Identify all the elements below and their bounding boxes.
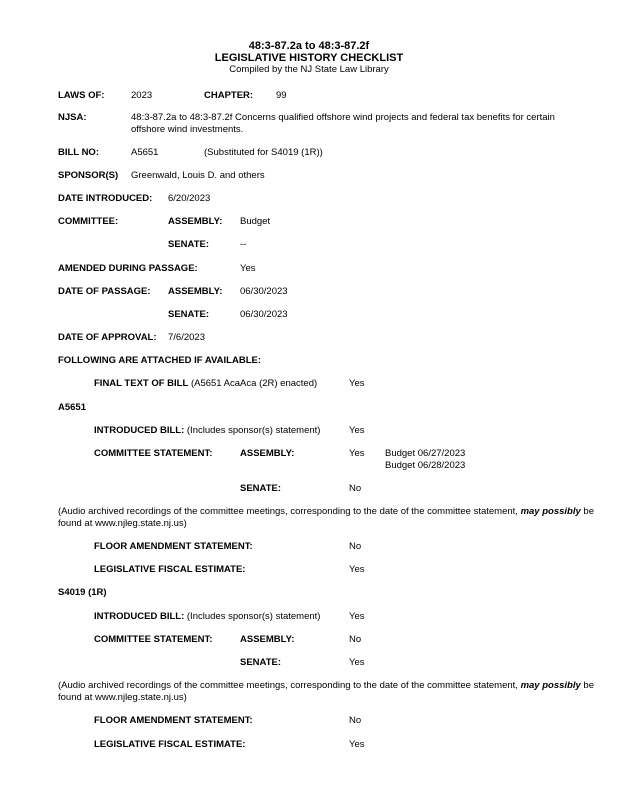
a5651-committee-assembly-label: ASSEMBLY: [240, 448, 295, 459]
s4019-committee-assembly-label: ASSEMBLY: [240, 634, 295, 645]
s4019-floor-value: No [349, 715, 362, 726]
passage-senate-value: 06/30/2023 [240, 309, 288, 320]
laws-of-label: LAWS OF: [58, 90, 105, 101]
committee-senate-value: -- [240, 239, 247, 250]
a5651-introduced-note: (Includes sponsor(s) statement) [186, 425, 321, 436]
a5651-audio-note-text: (Audio archived recordings of the committee meetings, corresponding to the date of the committee statement, [58, 506, 518, 517]
date-of-approval-value: 7/6/2023 [168, 332, 205, 343]
a5651-committee-assembly-value: Yes [349, 448, 365, 459]
amended-label: AMENDED DURING PASSAGE: [58, 263, 198, 274]
sponsors-label: SPONSOR(S) [58, 170, 119, 181]
njsa-value: 48:3-87.2a to 48:3-87.2f Concerns qualified offshore wind projects and federal tax benefits for certain offshore wind investments. [131, 112, 555, 135]
bill-substitution-note: (Substituted for S4019 (1R)) [204, 147, 323, 158]
s4019-introduced-label: INTRODUCED BILL: [94, 611, 185, 622]
a5651-committee-senate-value: No [349, 483, 362, 494]
bill-no-value: A5651 [131, 147, 159, 158]
date-introduced-label: DATE INTRODUCED: [58, 193, 153, 204]
a5651-committee-date-2: Budget 06/28/2023 [385, 460, 466, 471]
a5651-floor-label: FLOOR AMENDMENT STATEMENT: [94, 541, 253, 552]
s4019-committee-senate-label: SENATE: [240, 657, 281, 668]
committee-senate-label: SENATE: [168, 239, 209, 250]
s4019-floor-label: FLOOR AMENDMENT STATEMENT: [94, 715, 253, 726]
document-title: 48:3-87.2a to 48:3-87.2f [248, 40, 370, 52]
s4019-introduced-value: Yes [349, 611, 365, 622]
a5651-floor-value: No [349, 541, 362, 552]
a5651-audio-note-emphasis: may possibly [520, 506, 581, 517]
a5651-fiscal-value: Yes [349, 564, 365, 575]
passage-senate-label: SENATE: [168, 309, 209, 320]
bill-no-label: BILL NO: [58, 147, 99, 158]
date-of-approval-label: DATE OF APPROVAL: [58, 332, 157, 343]
date-introduced-value: 6/20/2023 [168, 193, 211, 204]
a5651-committee-senate-label: SENATE: [240, 483, 281, 494]
s4019-introduced-row [94, 611, 320, 623]
final-text-label: FINAL TEXT OF BILL [94, 378, 189, 389]
chapter-value: 99 [276, 90, 287, 101]
s4019-committee-label: COMMITTEE STATEMENT: [94, 634, 213, 645]
s4019-audio-note-emphasis: may possibly [520, 680, 581, 691]
s4019-introduced-note: (Includes sponsor(s) statement) [186, 611, 321, 622]
committee-assembly-label: ASSEMBLY: [168, 216, 223, 227]
a5651-introduced-row [94, 425, 320, 437]
a5651-fiscal-label: LEGISLATIVE FISCAL ESTIMATE: [94, 564, 246, 575]
a5651-introduced-value: Yes [349, 425, 365, 436]
passage-assembly-label: ASSEMBLY: [168, 286, 223, 297]
committee-assembly-value: Budget [240, 216, 271, 227]
s4019-audio-note-link: be found at www.njleg.state.nj.us) [58, 680, 594, 703]
s4019-audio-note [58, 680, 603, 704]
njsa-label: NJSA: [58, 112, 87, 123]
passage-assembly-value: 06/30/2023 [240, 286, 288, 297]
sponsors-value: Greenwald, Louis D. and others [131, 170, 265, 181]
a5651-committee-date-1: Budget 06/27/2023 [385, 448, 466, 459]
amended-value: Yes [240, 263, 256, 274]
s4019-heading: S4019 (1R) [58, 587, 107, 598]
a5651-audio-note [58, 506, 603, 530]
committee-label: COMMITTEE: [58, 216, 119, 227]
a5651-introduced-label: INTRODUCED BILL: [94, 425, 185, 436]
a5651-heading: A5651 [58, 402, 86, 413]
final-text-note: (A5651 AcaAca (2R) enacted) [190, 378, 318, 389]
final-text-value: Yes [349, 378, 365, 389]
laws-of-value: 2023 [131, 90, 153, 101]
attached-heading: FOLLOWING ARE ATTACHED IF AVAILABLE: [58, 355, 261, 366]
a5651-committee-label: COMMITTEE STATEMENT: [94, 448, 213, 459]
s4019-fiscal-label: LEGISLATIVE FISCAL ESTIMATE: [94, 739, 246, 750]
date-of-passage-label: DATE OF PASSAGE: [58, 286, 151, 297]
s4019-committee-assembly-value: No [349, 634, 362, 645]
chapter-label: CHAPTER: [204, 90, 254, 101]
final-text-row [94, 378, 317, 390]
s4019-committee-senate-value: Yes [349, 657, 365, 668]
document-subtitle: LEGISLATIVE HISTORY CHECKLIST [214, 52, 404, 64]
compiled-by: Compiled by the NJ State Law Library [229, 64, 389, 75]
s4019-audio-note-text: (Audio archived recordings of the committee meetings, corresponding to the date of the committee statement, [58, 680, 518, 691]
a5651-audio-note-link: be found at www.njleg.state.nj.us) [58, 506, 594, 529]
s4019-fiscal-value: Yes [349, 739, 365, 750]
